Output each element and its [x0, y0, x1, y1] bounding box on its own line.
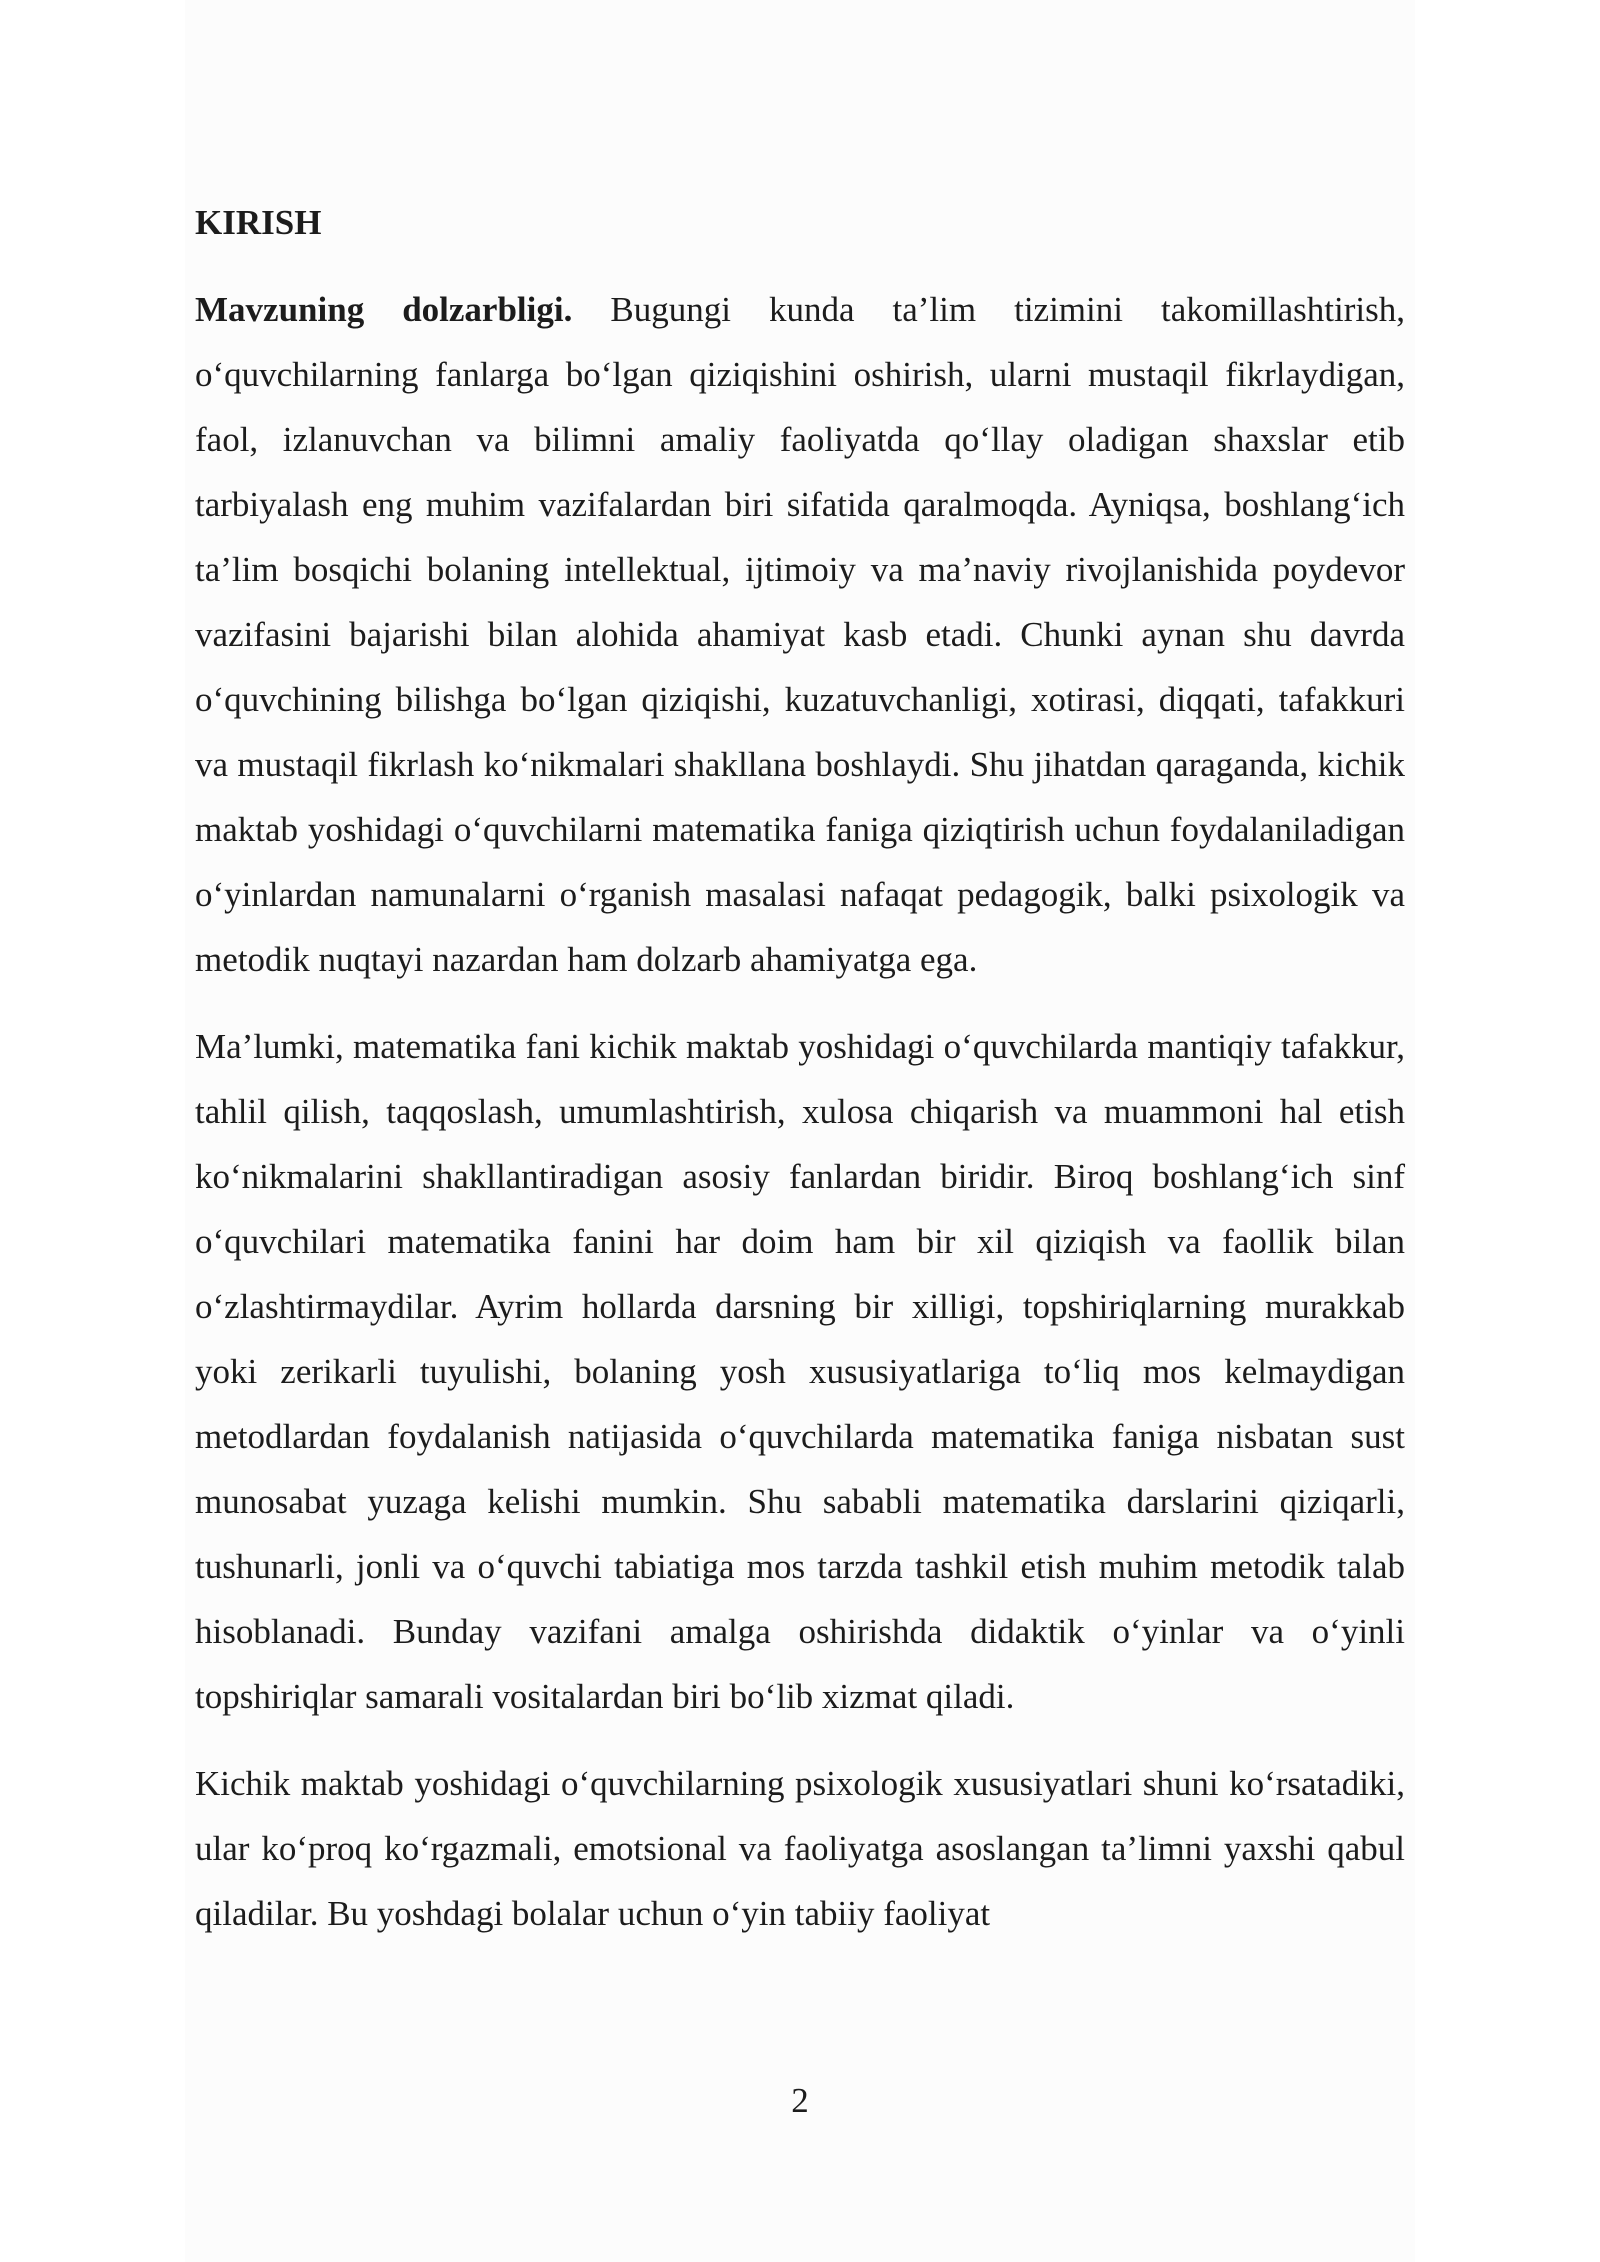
- paragraph-relevance: [195, 277, 1405, 992]
- paragraph-text: Ma’lumki, matematika fani kichik maktab yoshidagi o‘quvchilarda mantiqiy tafakkur, tahlil qilish, taqqoslash, umumlashtirish, xulosa chiqarish va muammoni hal etish ko‘nikmalarini shakllantiradigan asosiy fanlardan biridir. Biroq boshlang‘ich sinf o‘quvchilari matematika fanini har doim ham bir xil qiziqish va faollik bilan o‘zlashtirmaydilar. Ayrim hollarda darsning bir xilligi, topshiriqlarning murakkab yoki zerikarli tuyulishi, bolaning yosh xususiyatlariga to‘liq mos kelmaydigan metodlardan foydalanish natijasida o‘quvchilarda matematika faniga nisbatan sust munosabat yuzaga kelishi mumkin. Shu sababli matematika darslarini qiziqarli, tushunarli, jonli va o‘quvchi tabiatiga mos tarzda tashkil etish muhim metodik talab hisoblanadi. Bunday vazifani amalga oshirishda didaktik o‘yinlar va o‘yinli topshiriqlar samarali vositalardan biri bo‘lib xizmat qiladi.: [195, 1027, 1405, 1716]
- section-heading: KIRISH: [195, 203, 322, 242]
- paragraph-text: Bugungi kunda ta’lim tizimini takomillashtirish, o‘quvchilarning fanlarga bo‘lgan qiziqishini oshirish, ularni mustaqil fikrlaydigan, faol, izlanuvchan va bilimni amaliy faoliyatda qo‘llay oladigan shaxslar etib tarbiyalash eng muhim vazifalardan biri sifatida qaralmoqda. Ayniqsa, boshlang‘ich ta’lim bosqichi bolaning intellektual, ijtimoiy va ma’naviy rivojlanishida poydevor vazifasini bajarishi bilan alohida ahamiyat kasb etadi. Chunki aynan shu davrda o‘quvchining bilishga bo‘lgan qiziqishi, kuzatuvchanligi, xotirasi, diqqati, tafakkuri va mustaqil fikrlash ko‘nikmalari shakllana boshlaydi. Shu jihatdan qaraganda, kichik maktab yoshidagi o‘quvchilarni matematika faniga qiziqtirish uchun foydalaniladigan o‘yinlardan namunalarni o‘rganish masalasi nafaqat pedagogik, balki psixologik va metodik nuqtayi nazardan ham dolzarb ahamiyatga ega.: [195, 290, 1406, 979]
- paragraph-lead: Mavzuning dolzarbligi.: [195, 290, 573, 329]
- page-content: [195, 190, 1405, 1968]
- paragraph-math-subject: [195, 1014, 1405, 1729]
- paragraph-psychology: [195, 1751, 1405, 1946]
- page-number: 2: [791, 2081, 809, 2120]
- paragraph-text: Kichik maktab yoshidagi o‘quvchilarning psixologik xususiyatlari shuni ko‘rsatadiki, ular ko‘proq ko‘rgazmali, emotsional va faoliyatga asoslangan ta’limni yaxshi qabul qiladilar. Bu yoshdagi bolalar uchun o‘yin tabiiy faoliyat: [195, 1764, 1405, 1933]
